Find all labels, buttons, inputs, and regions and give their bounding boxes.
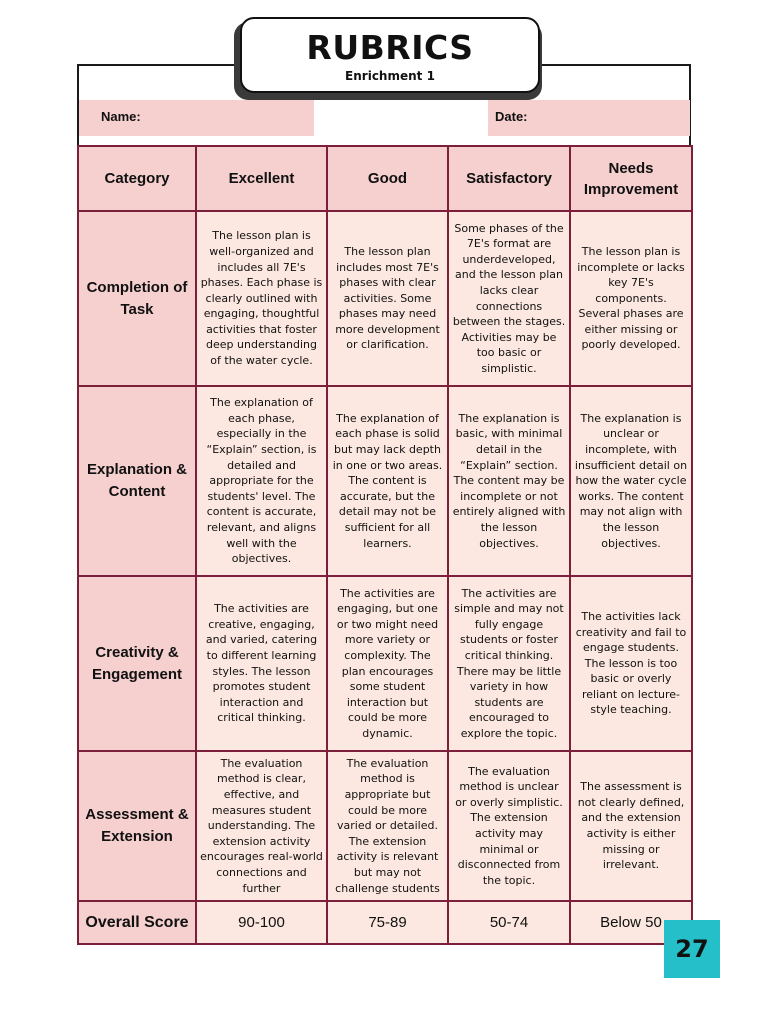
- title-box: [240, 17, 540, 93]
- rubric-cell: The evaluation method is appropriate but could be more varied or detailed. The extension activity is relevant but may not challenge students: [327, 751, 448, 901]
- category-explanation: Explanation & Content: [78, 386, 196, 576]
- rubric-cell: The explanation is basic, with minimal detail in the “Explain” section. The content may be incomplete or not entirely aligned with the lesson objectives.: [448, 386, 570, 576]
- column-header-category: Category: [78, 146, 196, 211]
- column-header-excellent: Excellent: [196, 146, 327, 211]
- name-field[interactable]: [79, 100, 314, 136]
- rubric-cell: Some phases of the 7E's format are underdeveloped, and the lesson plan lacks clear connections between the stages. Activities may be too basic or simplistic.: [448, 211, 570, 386]
- score-needs-improvement: Below 50: [570, 901, 692, 944]
- rubric-cell: The evaluation method is unclear or overly simplistic. The extension activity may minimal or disconnected from the topic.: [448, 751, 570, 901]
- category-creativity: Creativity & Engagement: [78, 576, 196, 751]
- score-excellent: 90-100: [196, 901, 327, 944]
- overall-score-row: [78, 901, 692, 944]
- header-row: [78, 146, 692, 211]
- overall-score-label: Overall Score: [78, 901, 196, 944]
- rubric-cell: The evaluation method is clear, effective, and measures student understanding. The extension activity encourages real-world connections and further: [196, 751, 327, 901]
- page-subtitle: Enrichment 1: [345, 69, 435, 83]
- rubric-cell: The lesson plan is well-organized and includes all 7E's phases. Each phase is clearly outlined with engaging, thoughtful activities that foster deep understanding of the water cycle.: [196, 211, 327, 386]
- rubric-cell: The assessment is not clearly defined, and the extension activity is either missing or irrelevant.: [570, 751, 692, 901]
- column-header-good: Good: [327, 146, 448, 211]
- column-header-satisfactory: Satisfactory: [448, 146, 570, 211]
- table-row: [78, 211, 692, 386]
- table-row: [78, 751, 692, 901]
- score-satisfactory: 50-74: [448, 901, 570, 944]
- rubric-cell: The lesson plan includes most 7E's phases with clear activities. Some phases may need more development or clarification.: [327, 211, 448, 386]
- category-completion: Completion of Task: [78, 211, 196, 386]
- column-header-needs-improvement: Needs Improvement: [570, 146, 692, 211]
- rubric-cell: The explanation of each phase is solid but may lack depth in one or two areas. The content is accurate, but the detail may not be sufficient for all learners.: [327, 386, 448, 576]
- table-row: [78, 576, 692, 751]
- rubric-cell: The explanation is unclear or incomplete, with insufficient detail on how the water cycle works. The content may not align with the lesson objectives.: [570, 386, 692, 576]
- rubric-cell: The activities are creative, engaging, and varied, catering to different learning styles. The lesson promotes student interaction and critical thinking.: [196, 576, 327, 751]
- rubric-cell: The explanation of each phase, especially in the “Explain” section, is detailed and appropriate for the students' level. The content is accurate, relevant, and aligns well with the objectives.: [196, 386, 327, 576]
- date-label: Date:: [495, 109, 528, 124]
- score-good: 75-89: [327, 901, 448, 944]
- page-title: RUBRICS: [306, 28, 474, 67]
- rubric-cell: The lesson plan is incomplete or lacks key 7E's components. Several phases are either missing or poorly developed.: [570, 211, 692, 386]
- rubric-cell: The activities are simple and may not fully engage students or foster critical thinking. There may be little variety in how students are encouraged to explore the topic.: [448, 576, 570, 751]
- rubric-table: [77, 145, 693, 945]
- category-assessment: Assessment & Extension: [78, 751, 196, 901]
- rubric-cell: The activities are engaging, but one or two might need more variety or complexity. The plan encourages some student interaction but could be more dynamic.: [327, 576, 448, 751]
- rubric-cell: The activities lack creativity and fail to engage students. The lesson is too basic or overly reliant on lecture-style teaching.: [570, 576, 692, 751]
- name-label: Name:: [101, 109, 141, 124]
- page-number-badge: 27: [664, 920, 720, 978]
- date-field[interactable]: [488, 100, 690, 136]
- table-row: [78, 386, 692, 576]
